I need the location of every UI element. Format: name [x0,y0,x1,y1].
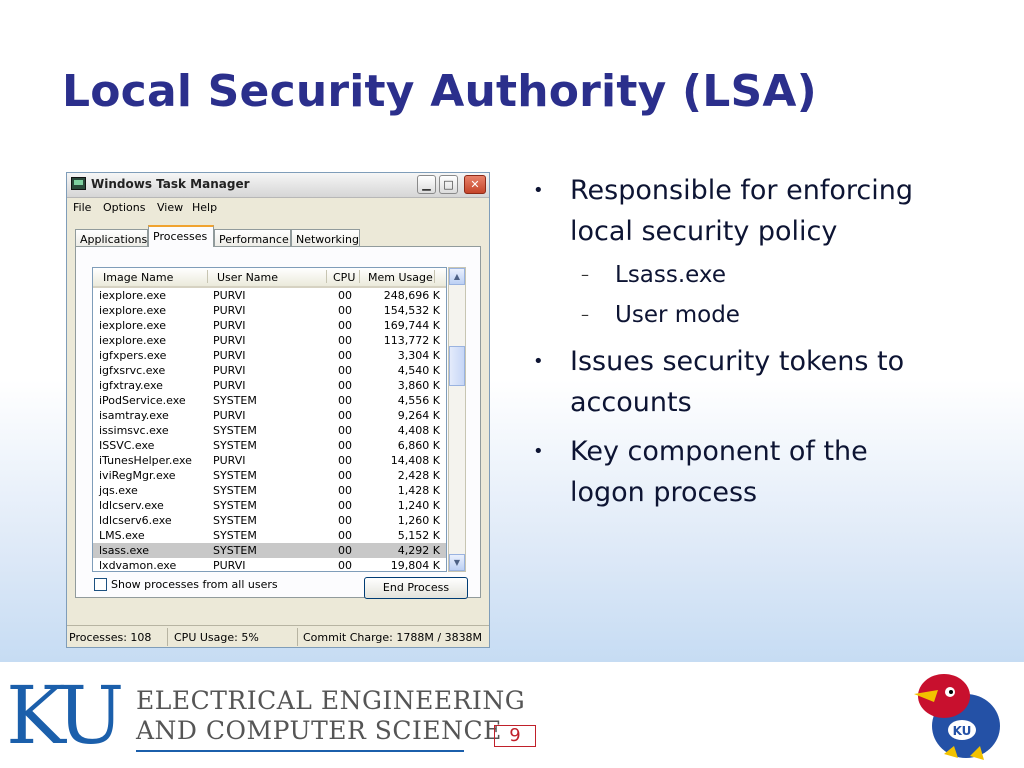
status-bar [67,625,489,648]
process-cpu: 00 [338,469,352,482]
table-row[interactable] [93,333,446,348]
bullet-icon: • [533,180,544,201]
process-user: PURVI [213,334,246,347]
process-mem-usage: 154,532 K [383,304,440,317]
process-cpu: 00 [338,304,352,317]
table-row[interactable] [93,468,446,483]
bullet-1-line-2: local security policy [570,216,838,247]
menu-options[interactable]: Options [103,201,146,214]
process-user: SYSTEM [213,484,257,497]
process-user: PURVI [213,559,246,572]
show-all-processes-checkbox[interactable] [94,578,107,591]
table-row[interactable] [93,363,446,378]
dash-icon: – [581,305,589,324]
process-user: PURVI [213,454,246,467]
table-row[interactable] [93,483,446,498]
sub-bullet-1-text: Lsass.exe [615,262,726,288]
process-name: iexplore.exe [99,334,166,347]
process-user: SYSTEM [213,439,257,452]
process-list[interactable] [92,267,447,572]
table-row[interactable] [93,498,446,513]
process-cpu: 00 [338,394,352,407]
process-name: LMS.exe [99,529,145,542]
bullet-icon: • [533,441,544,462]
table-row[interactable] [93,528,446,543]
scroll-thumb[interactable] [449,346,465,386]
process-mem-usage: 1,260 K [397,514,440,527]
tab-processes[interactable]: Processes [148,225,214,247]
table-row[interactable] [93,558,446,572]
process-mem-usage: 6,860 K [397,439,440,452]
process-user: SYSTEM [213,499,257,512]
process-mem-usage: 14,408 K [390,454,440,467]
process-mem-usage: 4,540 K [397,364,440,377]
process-cpu: 00 [338,484,352,497]
scroll-up-icon[interactable]: ▲ [449,268,465,285]
table-row[interactable] [93,408,446,423]
page-number: 9 [494,725,536,747]
process-mem-usage: 4,556 K [397,394,440,407]
table-row[interactable] [93,288,446,303]
process-mem-usage: 1,428 K [397,484,440,497]
close-button[interactable]: ✕ [464,175,486,194]
tab-applications[interactable]: Applications [75,229,148,247]
process-user: PURVI [213,409,246,422]
status-processes: Processes: 108 [69,631,152,644]
table-row[interactable] [93,318,446,333]
col-cpu[interactable]: CPU [333,271,356,284]
process-name: iviRegMgr.exe [99,469,176,482]
menu-view[interactable]: View [157,201,184,214]
process-name: iPodService.exe [99,394,186,407]
process-name: iexplore.exe [99,289,166,302]
process-cpu: 00 [338,544,352,557]
show-all-processes-label: Show processes from all users [111,578,278,591]
process-cpu: 00 [338,289,352,302]
process-mem-usage: 5,152 K [397,529,440,542]
process-name: iexplore.exe [99,319,166,332]
sub-bullet-2-text: User mode [615,302,740,328]
bullet-2-line-2: accounts [570,387,692,418]
menu-file[interactable]: File [73,201,92,214]
process-mem-usage: 1,240 K [397,499,440,512]
footer-underline [136,750,464,752]
status-cpu-usage: CPU Usage: 5% [174,631,259,644]
process-mem-usage: 4,408 K [397,424,440,437]
bullet-2-line-1: Issues security tokens to [570,346,905,377]
process-mem-usage: 113,772 K [383,334,440,347]
svg-text:KU: KU [952,724,972,738]
status-commit-charge: Commit Charge: 1788M / 3838M [303,631,483,644]
process-cpu: 00 [338,499,352,512]
bullet-1-line-1: Responsible for enforcing [570,175,913,206]
process-user: PURVI [213,304,246,317]
process-cpu: 00 [338,514,352,527]
table-row[interactable] [93,393,446,408]
list-header [93,268,446,288]
process-user: PURVI [213,379,246,392]
process-cpu: 00 [338,454,352,467]
process-cpu: 00 [338,439,352,452]
table-row[interactable] [93,348,446,363]
department-line-2: AND COMPUTER SCIENCE [136,716,502,745]
process-cpu: 00 [338,334,352,347]
table-row[interactable] [93,543,446,558]
process-cpu: 00 [338,349,352,362]
col-mem-usage[interactable]: Mem Usage [368,271,433,284]
process-mem-usage: 169,744 K [383,319,440,332]
process-mem-usage: 19,804 K [390,559,440,572]
process-name: lxdvamon.exe [99,559,177,572]
minimize-button[interactable]: ▁ [417,175,436,194]
process-name: igfxtray.exe [99,379,163,392]
bullet-3-line-2: logon process [570,477,758,508]
process-user: SYSTEM [213,424,257,437]
process-user: SYSTEM [213,514,257,527]
process-user: SYSTEM [213,394,257,407]
process-name: ISSVC.exe [99,439,155,452]
col-image-name[interactable]: Image Name [103,271,174,284]
table-row[interactable] [93,303,446,318]
ku-logo: KU [6,669,119,762]
process-user: PURVI [213,364,246,377]
process-name: iTunesHelper.exe [99,454,192,467]
process-user: SYSTEM [213,469,257,482]
process-mem-usage: 4,292 K [397,544,440,557]
process-name: igfxsrvc.exe [99,364,166,377]
process-user: PURVI [213,289,246,302]
process-name: iexplore.exe [99,304,166,317]
process-cpu: 00 [338,529,352,542]
scroll-down-icon[interactable]: ▼ [449,554,465,571]
table-row[interactable] [93,453,446,468]
process-cpu: 00 [338,424,352,437]
table-row[interactable] [93,378,446,393]
process-user: PURVI [213,349,246,362]
process-name: lsass.exe [99,544,149,557]
department-line-1: ELECTRICAL ENGINEERING [136,686,526,715]
task-manager-icon [71,177,86,190]
process-mem-usage: 3,304 K [397,349,440,362]
slide-title: Local Security Authority (LSA) [62,66,817,117]
process-cpu: 00 [338,409,352,422]
process-name: isamtray.exe [99,409,169,422]
process-cpu: 00 [338,319,352,332]
process-user: SYSTEM [213,544,257,557]
process-name: issimsvc.exe [99,424,169,437]
process-name: ldlcserv.exe [99,499,164,512]
title-bar [67,173,489,198]
task-manager-window [66,172,490,648]
process-cpu: 00 [338,559,352,572]
vertical-scrollbar[interactable] [448,267,466,572]
bullet-icon: • [533,351,544,372]
process-user: PURVI [213,319,246,332]
process-name: ldlcserv6.exe [99,514,172,527]
tab-networking[interactable]: Networking [291,229,360,247]
menu-help[interactable]: Help [192,201,218,214]
tab-performance[interactable]: Performance [214,229,291,247]
window-title: Windows Task Manager [91,177,250,191]
process-mem-usage: 2,428 K [397,469,440,482]
processes-panel [75,246,481,598]
process-name: jqs.exe [99,484,138,497]
maximize-button[interactable]: □ [439,175,458,194]
process-cpu: 00 [338,364,352,377]
dash-icon: – [581,265,589,284]
process-mem-usage: 3,860 K [397,379,440,392]
process-mem-usage: 248,696 K [383,289,440,302]
jayhawk-mascot-icon [904,666,1010,762]
process-cpu: 00 [338,379,352,392]
col-user-name[interactable]: User Name [217,271,279,284]
table-row[interactable] [93,438,446,453]
table-row[interactable] [93,513,446,528]
process-mem-usage: 9,264 K [397,409,440,422]
process-name: igfxpers.exe [99,349,167,362]
table-row[interactable] [93,423,446,438]
process-user: SYSTEM [213,529,257,542]
end-process-button[interactable]: End Process [364,577,468,599]
footer [0,662,1024,768]
bullet-3-line-1: Key component of the [570,436,868,467]
